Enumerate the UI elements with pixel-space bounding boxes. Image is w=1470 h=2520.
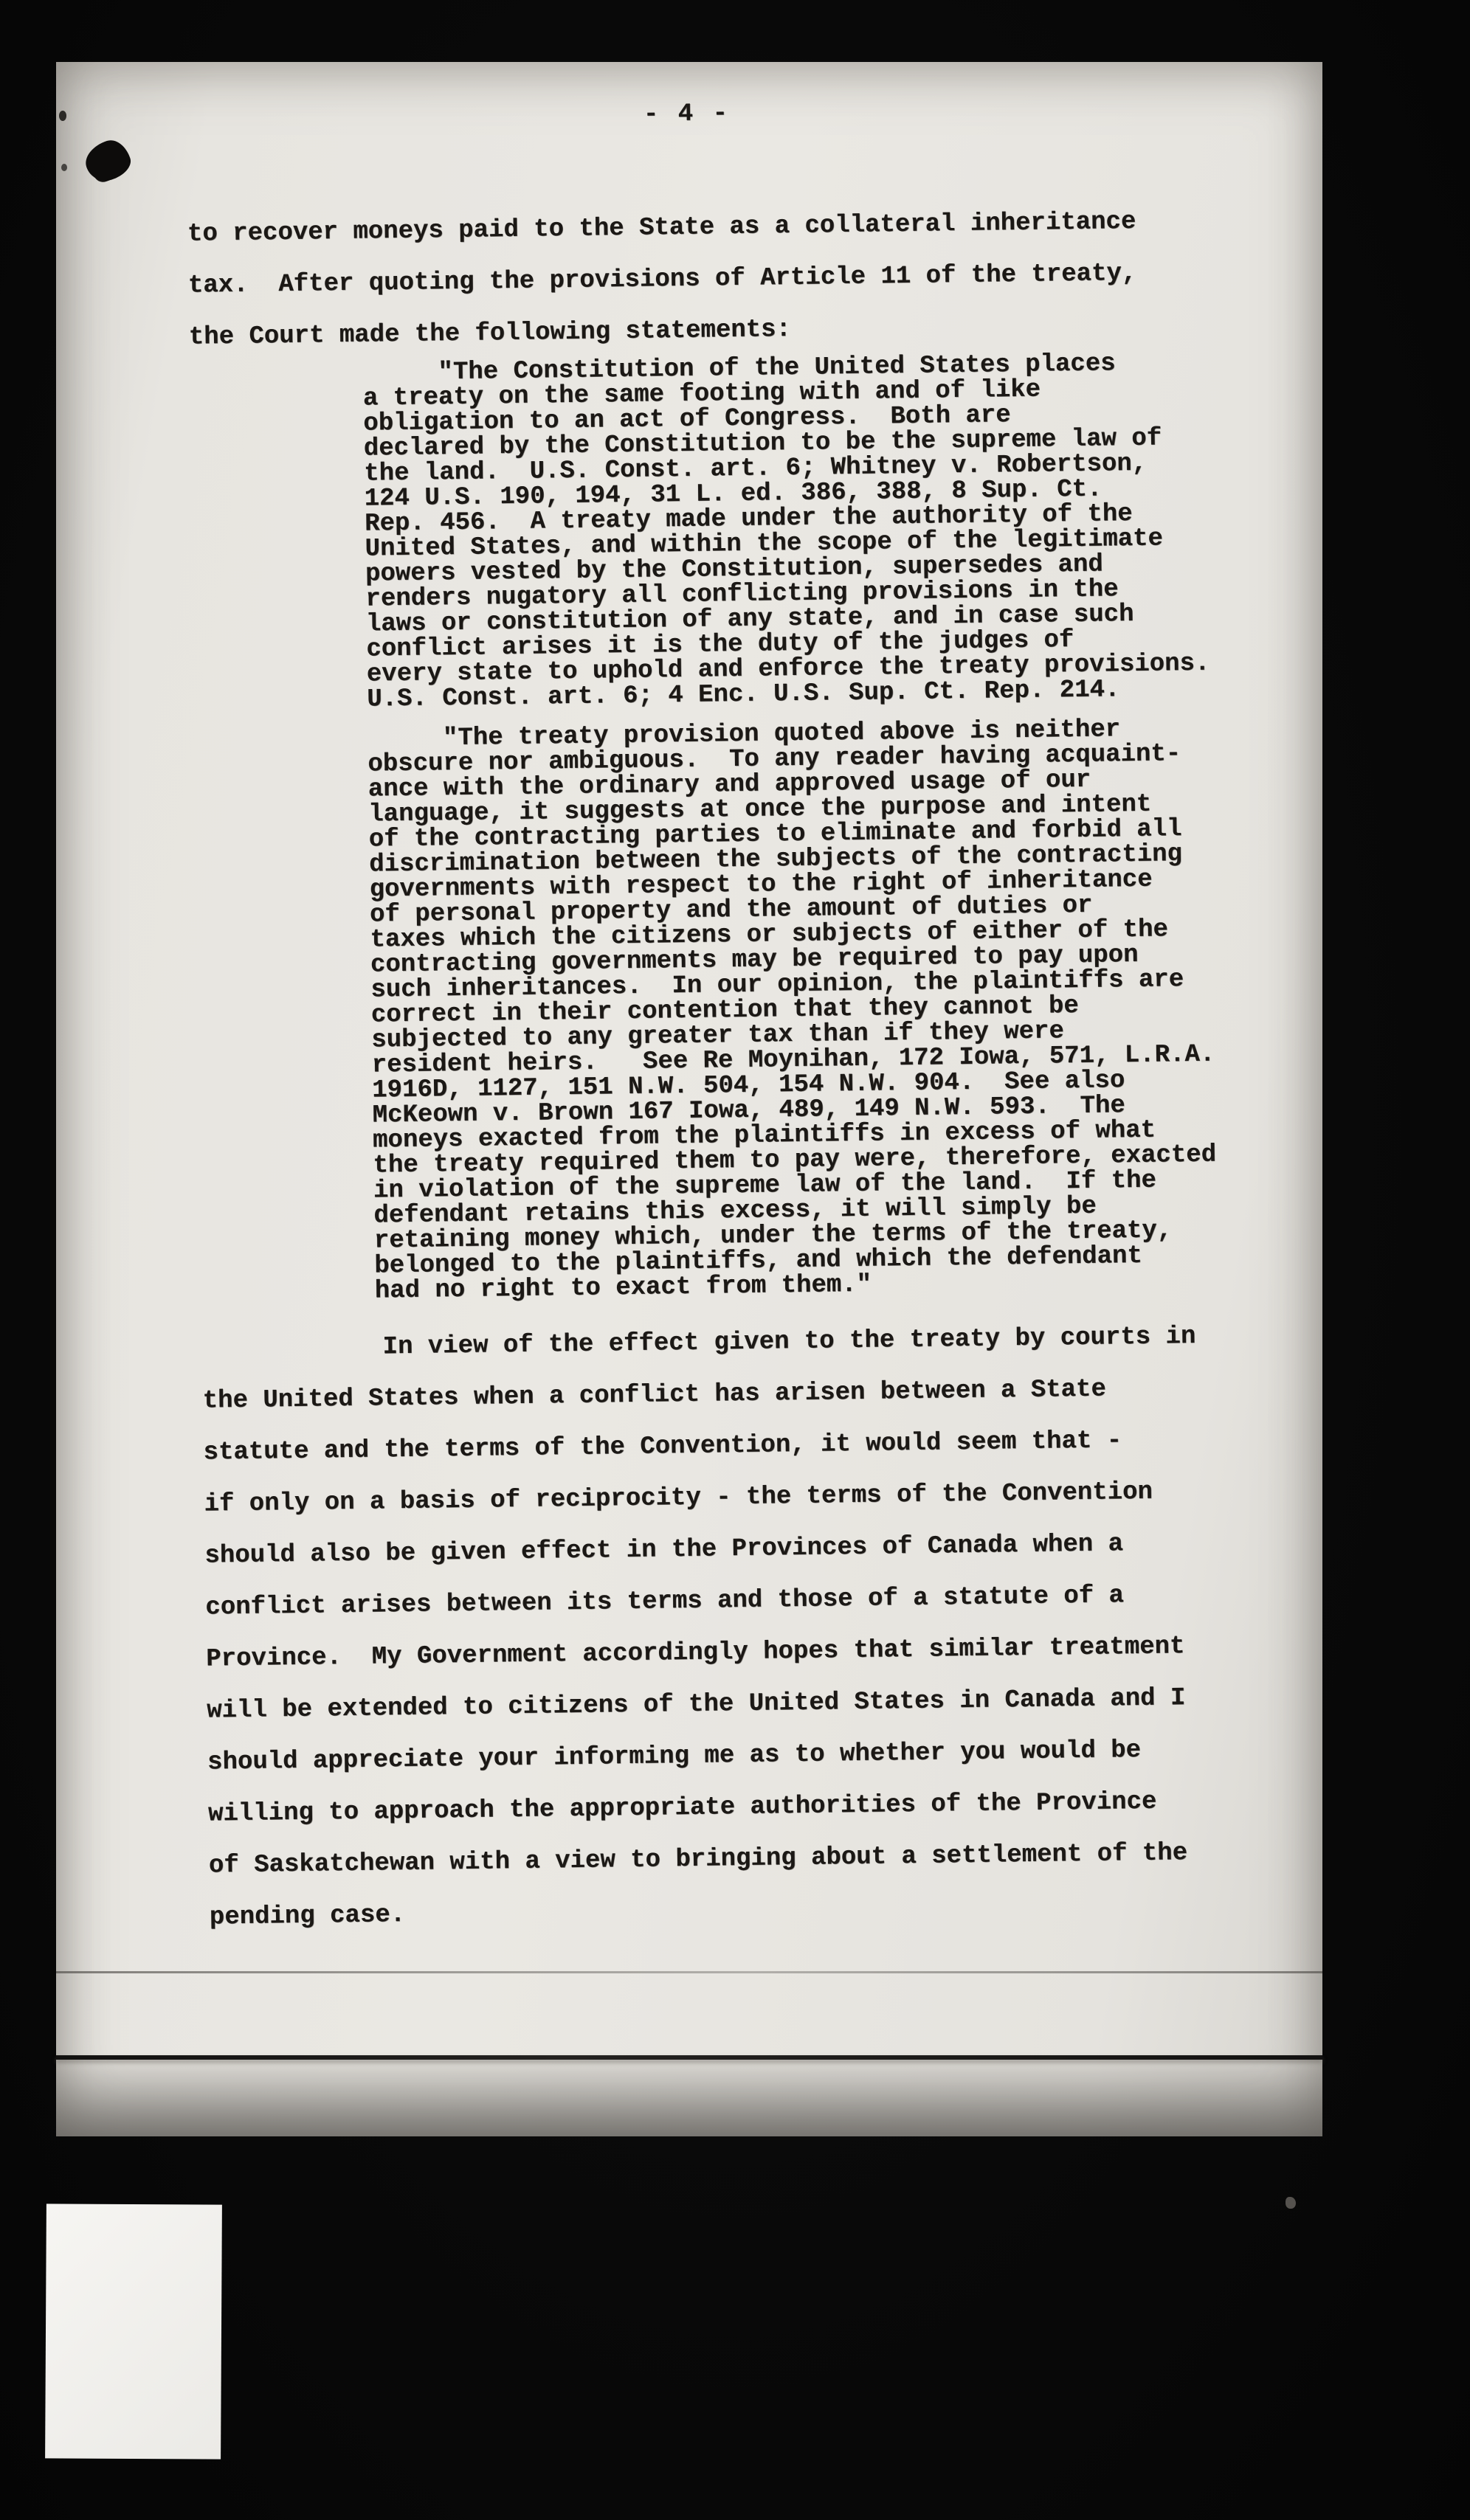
page-bottom-shade bbox=[56, 2061, 1322, 2136]
paragraph-intro: to recover moneys paid to the State as a collateral inheritance tax. After quoting the provisions of Article 11 of the treaty, the Court made the following statements: bbox=[187, 207, 1137, 352]
blockquote-constitution: "The Constitution of the United States places a treaty on the same footing with and of like obligation to an act of Congress. Both are declared by the Constitution to be the supreme law of the land. U.S. Const. art. 6; Whitney v. Robertson, 124 U.S. 190, 194, 31 L. ed. 386, 388, 8 Sup. Ct. Rep. 456. A treaty made under the authority of the United States, and within the scope of the legitimate powers vested by the Constitution, supersedes and renders nugatory all conflicting provisions in the laws or constitution of any state, and in case such conflict arises it is the duty of the judges of every state to uphold and enforce the treaty provisions. U.S. Const. art. 6; 4 Enc. U.S. Sup. Ct. Rep. 214. bbox=[362, 350, 1210, 714]
fold-line bbox=[56, 2055, 1322, 2060]
fold-line bbox=[56, 1971, 1322, 1973]
scan-speck bbox=[1286, 2197, 1296, 2209]
paragraph-closing: In view of the effect given to the treaty by courts in the United States when a conflict has arisen between a State statute and the terms of the Convention, it would seem that - if only on a basis of reciprocity - the terms of the Convention should also be given effect in the Provinces of Canada when a conflict arises between its terms and those of a statute of a Province. My Government accordingly hopes that similar treatment will be extended to citizens of the United States in Canada and I should appreciate your informing me as to whether you would be willing to approach the appropriate authorities of the Province of Saskatchewan with a view to bringing about a settlement of the pending case. bbox=[201, 1322, 1196, 1932]
scan-white-tab bbox=[45, 2204, 222, 2459]
blockquote-treaty-provision: "The treaty provision quoted above is neither obscure nor ambiguous. To any reader having acquaint- ance with the ordinary and approved usage of our language, it suggests at once the purpose and intent of the contracting parties to eliminate and forbid all discrimination between the subjects of the contracting governments with respect to the right of inheritance of personal property and the amount of duties or taxes which the citizens or subjects of either of the contracting governments may be required to pay upon such inheritances. In our opinion, the plaintiffs are correct in their contention that they cannot be subjected to any greater tax than if they were resident heirs. See Re Moynihan, 172 Iowa, 571, L.R.A. 1916D, 1127, 151 N.W. 504, 154 N.W. 904. See also McKeown v. Brown 167 Iowa, 489, 149 N.W. 593. The moneys exacted from the plaintiffs in excess of what the treaty required them to pay were, therefore, exacted in violation of the supreme law of the land. If the defendant retains this excess, it will simply be retaining money which, under the terms of the treaty, belonged to the plaintiffs, and which the defendant had no right to exact from them." bbox=[367, 716, 1217, 1306]
page-number: - 4 - bbox=[643, 100, 731, 129]
typewritten-content bbox=[56, 46, 1347, 1945]
scanned-page bbox=[56, 62, 1322, 2136]
